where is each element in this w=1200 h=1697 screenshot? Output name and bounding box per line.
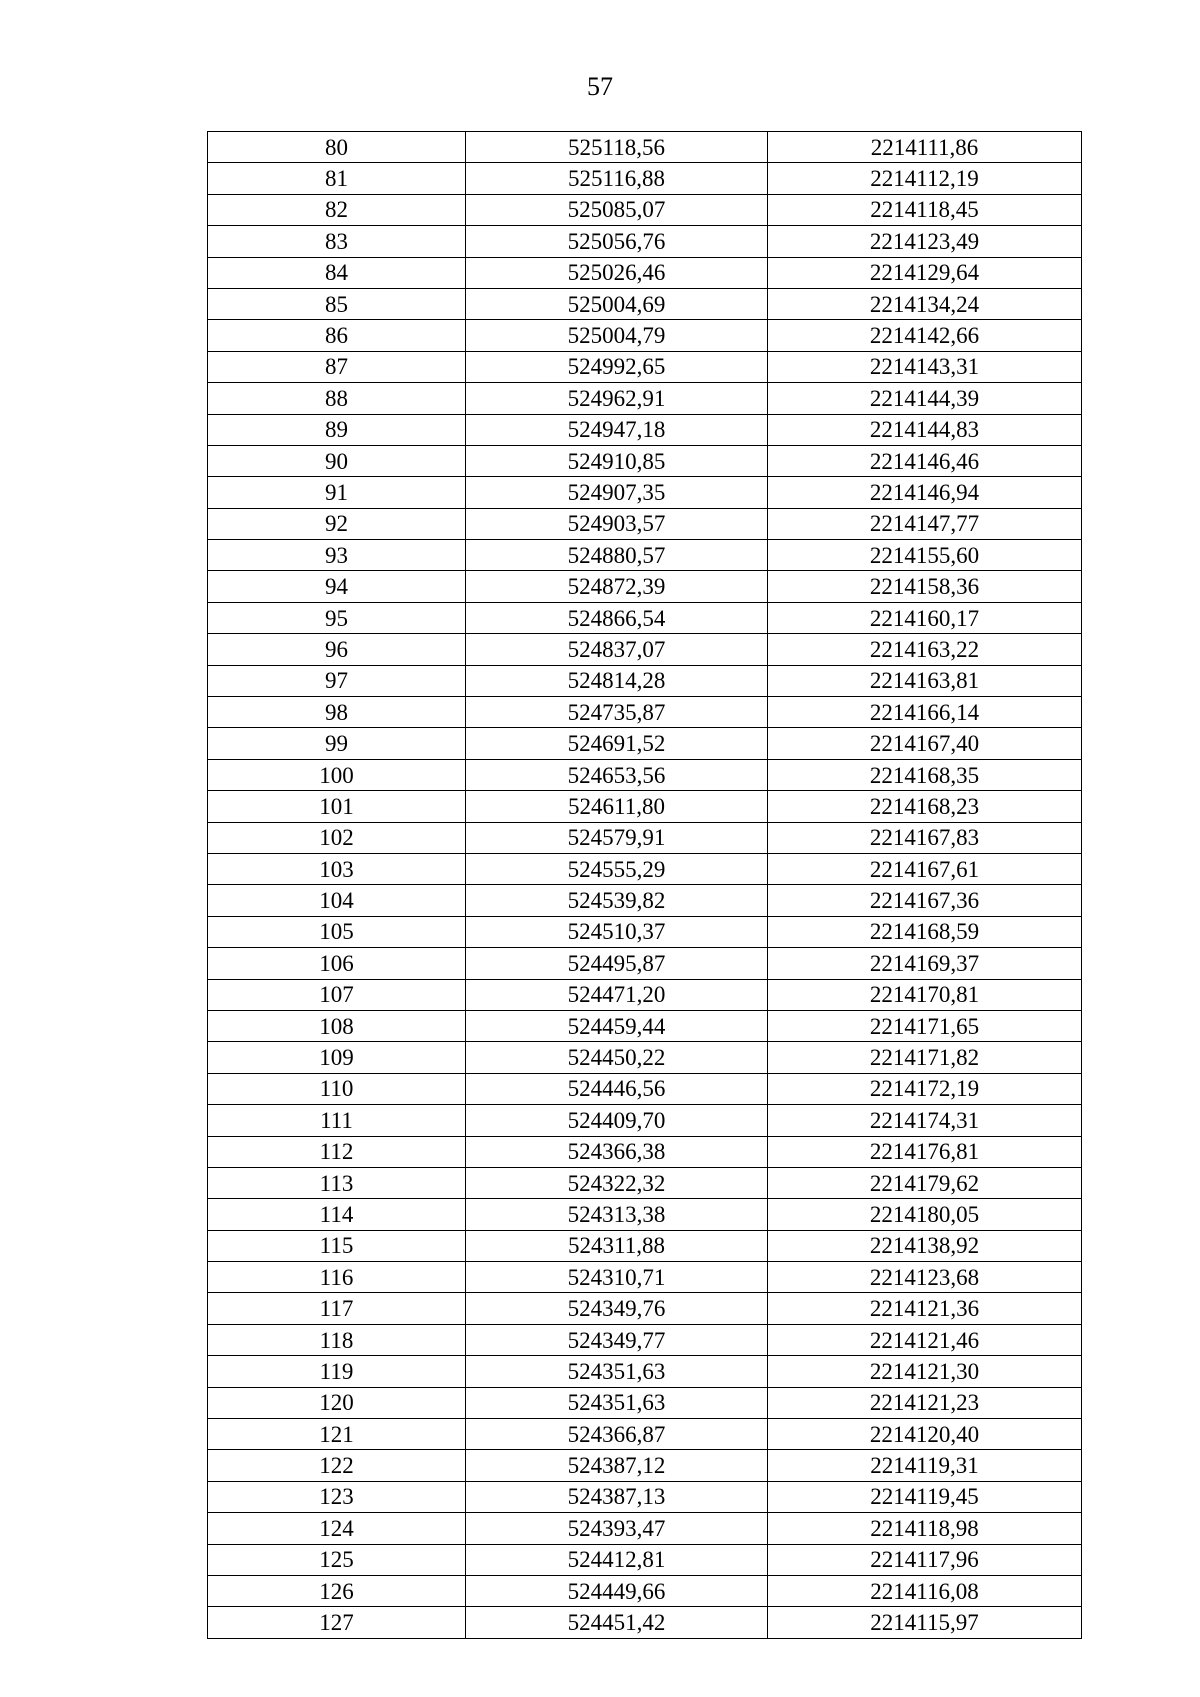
x-coordinate-cell: 524446,56	[466, 1073, 768, 1104]
y-coordinate-cell: 2214174,31	[768, 1105, 1082, 1136]
coordinates-table-body	[208, 132, 1082, 1639]
table-row	[208, 1293, 1082, 1324]
point-number-cell: 102	[208, 822, 466, 853]
x-coordinate-cell: 524451,42	[466, 1607, 768, 1638]
table-row	[208, 697, 1082, 728]
y-coordinate-cell: 2214160,17	[768, 602, 1082, 633]
table-row	[208, 163, 1082, 194]
y-coordinate-cell: 2214176,81	[768, 1136, 1082, 1167]
x-coordinate-cell: 524907,35	[466, 477, 768, 508]
table-row	[208, 1481, 1082, 1512]
y-coordinate-cell: 2214171,65	[768, 1010, 1082, 1041]
x-coordinate-cell: 524735,87	[466, 697, 768, 728]
point-number-cell: 88	[208, 383, 466, 414]
y-coordinate-cell: 2214167,40	[768, 728, 1082, 759]
x-coordinate-cell: 524412,81	[466, 1544, 768, 1575]
table-row	[208, 791, 1082, 822]
y-coordinate-cell: 2214118,98	[768, 1513, 1082, 1544]
point-number-cell: 104	[208, 885, 466, 916]
point-number-cell: 123	[208, 1481, 466, 1512]
table-row	[208, 1419, 1082, 1450]
x-coordinate-cell: 524311,88	[466, 1230, 768, 1261]
x-coordinate-cell: 524322,32	[466, 1167, 768, 1198]
table-row	[208, 383, 1082, 414]
x-coordinate-cell: 524495,87	[466, 948, 768, 979]
y-coordinate-cell: 2214119,31	[768, 1450, 1082, 1481]
point-number-cell: 80	[208, 132, 466, 163]
table-row	[208, 1042, 1082, 1073]
y-coordinate-cell: 2214170,81	[768, 979, 1082, 1010]
y-coordinate-cell: 2214123,68	[768, 1262, 1082, 1293]
x-coordinate-cell: 524351,63	[466, 1356, 768, 1387]
y-coordinate-cell: 2214144,39	[768, 383, 1082, 414]
y-coordinate-cell: 2214134,24	[768, 288, 1082, 319]
x-coordinate-cell: 524351,63	[466, 1387, 768, 1418]
x-coordinate-cell: 524691,52	[466, 728, 768, 759]
point-number-cell: 118	[208, 1324, 466, 1355]
x-coordinate-cell: 524387,12	[466, 1450, 768, 1481]
y-coordinate-cell: 2214168,35	[768, 759, 1082, 790]
table-row	[208, 602, 1082, 633]
table-row	[208, 540, 1082, 571]
x-coordinate-cell: 525004,69	[466, 288, 768, 319]
point-number-cell: 115	[208, 1230, 466, 1261]
y-coordinate-cell: 2214146,94	[768, 477, 1082, 508]
table-row	[208, 445, 1082, 476]
x-coordinate-cell: 524837,07	[466, 634, 768, 665]
y-coordinate-cell: 2214121,36	[768, 1293, 1082, 1324]
table-row	[208, 853, 1082, 884]
point-number-cell: 95	[208, 602, 466, 633]
table-row	[208, 1199, 1082, 1230]
x-coordinate-cell: 524579,91	[466, 822, 768, 853]
y-coordinate-cell: 2214163,22	[768, 634, 1082, 665]
coordinates-table	[207, 131, 1082, 1639]
point-number-cell: 116	[208, 1262, 466, 1293]
table-row	[208, 477, 1082, 508]
table-row	[208, 1230, 1082, 1261]
point-number-cell: 119	[208, 1356, 466, 1387]
x-coordinate-cell: 525118,56	[466, 132, 768, 163]
y-coordinate-cell: 2214143,31	[768, 351, 1082, 382]
point-number-cell: 110	[208, 1073, 466, 1104]
y-coordinate-cell: 2214158,36	[768, 571, 1082, 602]
x-coordinate-cell: 524992,65	[466, 351, 768, 382]
table-row	[208, 1544, 1082, 1575]
x-coordinate-cell: 524872,39	[466, 571, 768, 602]
y-coordinate-cell: 2214168,23	[768, 791, 1082, 822]
table-row	[208, 1513, 1082, 1544]
y-coordinate-cell: 2214169,37	[768, 948, 1082, 979]
x-coordinate-cell: 524555,29	[466, 853, 768, 884]
point-number-cell: 126	[208, 1575, 466, 1606]
table-row	[208, 320, 1082, 351]
y-coordinate-cell: 2214167,36	[768, 885, 1082, 916]
point-number-cell: 91	[208, 477, 466, 508]
point-number-cell: 83	[208, 226, 466, 257]
point-number-cell: 98	[208, 697, 466, 728]
table-row	[208, 1575, 1082, 1606]
point-number-cell: 107	[208, 979, 466, 1010]
point-number-cell: 84	[208, 257, 466, 288]
point-number-cell: 90	[208, 445, 466, 476]
x-coordinate-cell: 524947,18	[466, 414, 768, 445]
y-coordinate-cell: 2214167,61	[768, 853, 1082, 884]
table-row	[208, 759, 1082, 790]
point-number-cell: 124	[208, 1513, 466, 1544]
point-number-cell: 111	[208, 1105, 466, 1136]
y-coordinate-cell: 2214171,82	[768, 1042, 1082, 1073]
y-coordinate-cell: 2214121,46	[768, 1324, 1082, 1355]
x-coordinate-cell: 525085,07	[466, 194, 768, 225]
x-coordinate-cell: 524387,13	[466, 1481, 768, 1512]
table-row	[208, 634, 1082, 665]
x-coordinate-cell: 524539,82	[466, 885, 768, 916]
point-number-cell: 122	[208, 1450, 466, 1481]
y-coordinate-cell: 2214146,46	[768, 445, 1082, 476]
y-coordinate-cell: 2214166,14	[768, 697, 1082, 728]
point-number-cell: 97	[208, 665, 466, 696]
x-coordinate-cell: 524366,87	[466, 1419, 768, 1450]
point-number-cell: 113	[208, 1167, 466, 1198]
y-coordinate-cell: 2214118,45	[768, 194, 1082, 225]
table-row	[208, 257, 1082, 288]
point-number-cell: 103	[208, 853, 466, 884]
y-coordinate-cell: 2214138,92	[768, 1230, 1082, 1261]
point-number-cell: 96	[208, 634, 466, 665]
x-coordinate-cell: 524653,56	[466, 759, 768, 790]
table-row	[208, 226, 1082, 257]
point-number-cell: 105	[208, 916, 466, 947]
point-number-cell: 89	[208, 414, 466, 445]
y-coordinate-cell: 2214167,83	[768, 822, 1082, 853]
x-coordinate-cell: 524310,71	[466, 1262, 768, 1293]
table-row	[208, 1262, 1082, 1293]
x-coordinate-cell: 524349,77	[466, 1324, 768, 1355]
table-row	[208, 414, 1082, 445]
point-number-cell: 101	[208, 791, 466, 822]
table-row	[208, 1387, 1082, 1418]
point-number-cell: 125	[208, 1544, 466, 1575]
table-row	[208, 948, 1082, 979]
point-number-cell: 121	[208, 1419, 466, 1450]
table-row	[208, 1105, 1082, 1136]
x-coordinate-cell: 524510,37	[466, 916, 768, 947]
point-number-cell: 92	[208, 508, 466, 539]
y-coordinate-cell: 2214123,49	[768, 226, 1082, 257]
x-coordinate-cell: 525026,46	[466, 257, 768, 288]
x-coordinate-cell: 524866,54	[466, 602, 768, 633]
x-coordinate-cell: 525116,88	[466, 163, 768, 194]
y-coordinate-cell: 2214179,62	[768, 1167, 1082, 1198]
y-coordinate-cell: 2214168,59	[768, 916, 1082, 947]
point-number-cell: 112	[208, 1136, 466, 1167]
point-number-cell: 127	[208, 1607, 466, 1638]
table-row	[208, 288, 1082, 319]
x-coordinate-cell: 524903,57	[466, 508, 768, 539]
y-coordinate-cell: 2214111,86	[768, 132, 1082, 163]
y-coordinate-cell: 2214172,19	[768, 1073, 1082, 1104]
y-coordinate-cell: 2214121,23	[768, 1387, 1082, 1418]
point-number-cell: 81	[208, 163, 466, 194]
y-coordinate-cell: 2214120,40	[768, 1419, 1082, 1450]
table-row	[208, 508, 1082, 539]
x-coordinate-cell: 524393,47	[466, 1513, 768, 1544]
y-coordinate-cell: 2214112,19	[768, 163, 1082, 194]
x-coordinate-cell: 524366,38	[466, 1136, 768, 1167]
x-coordinate-cell: 525004,79	[466, 320, 768, 351]
point-number-cell: 86	[208, 320, 466, 351]
point-number-cell: 114	[208, 1199, 466, 1230]
point-number-cell: 85	[208, 288, 466, 319]
table-row	[208, 1136, 1082, 1167]
x-coordinate-cell: 524880,57	[466, 540, 768, 571]
point-number-cell: 106	[208, 948, 466, 979]
point-number-cell: 120	[208, 1387, 466, 1418]
y-coordinate-cell: 2214129,64	[768, 257, 1082, 288]
y-coordinate-cell: 2214144,83	[768, 414, 1082, 445]
x-coordinate-cell: 524910,85	[466, 445, 768, 476]
x-coordinate-cell: 524349,76	[466, 1293, 768, 1324]
x-coordinate-cell: 524449,66	[466, 1575, 768, 1606]
y-coordinate-cell: 2214119,45	[768, 1481, 1082, 1512]
point-number-cell: 99	[208, 728, 466, 759]
y-coordinate-cell: 2214155,60	[768, 540, 1082, 571]
point-number-cell: 109	[208, 1042, 466, 1073]
point-number-cell: 93	[208, 540, 466, 571]
point-number-cell: 117	[208, 1293, 466, 1324]
table-row	[208, 1324, 1082, 1355]
x-coordinate-cell: 524459,44	[466, 1010, 768, 1041]
y-coordinate-cell: 2214117,96	[768, 1544, 1082, 1575]
table-row	[208, 194, 1082, 225]
table-row	[208, 885, 1082, 916]
x-coordinate-cell: 524611,80	[466, 791, 768, 822]
table-row	[208, 351, 1082, 382]
y-coordinate-cell: 2214142,66	[768, 320, 1082, 351]
table-row	[208, 1607, 1082, 1638]
table-row	[208, 571, 1082, 602]
x-coordinate-cell: 524409,70	[466, 1105, 768, 1136]
x-coordinate-cell: 524962,91	[466, 383, 768, 414]
table-row	[208, 132, 1082, 163]
point-number-cell: 94	[208, 571, 466, 602]
table-row	[208, 1356, 1082, 1387]
x-coordinate-cell: 524313,38	[466, 1199, 768, 1230]
table-row	[208, 1167, 1082, 1198]
table-row	[208, 665, 1082, 696]
x-coordinate-cell: 524471,20	[466, 979, 768, 1010]
table-row	[208, 1073, 1082, 1104]
table-row	[208, 1450, 1082, 1481]
point-number-cell: 82	[208, 194, 466, 225]
table-row	[208, 1010, 1082, 1041]
y-coordinate-cell: 2214147,77	[768, 508, 1082, 539]
table-row	[208, 822, 1082, 853]
y-coordinate-cell: 2214121,30	[768, 1356, 1082, 1387]
x-coordinate-cell: 524814,28	[466, 665, 768, 696]
table-row	[208, 979, 1082, 1010]
page-number: 57	[587, 72, 613, 101]
table-row	[208, 728, 1082, 759]
y-coordinate-cell: 2214115,97	[768, 1607, 1082, 1638]
y-coordinate-cell: 2214116,08	[768, 1575, 1082, 1606]
x-coordinate-cell: 525056,76	[466, 226, 768, 257]
table-row	[208, 916, 1082, 947]
point-number-cell: 87	[208, 351, 466, 382]
point-number-cell: 108	[208, 1010, 466, 1041]
point-number-cell: 100	[208, 759, 466, 790]
x-coordinate-cell: 524450,22	[466, 1042, 768, 1073]
y-coordinate-cell: 2214180,05	[768, 1199, 1082, 1230]
y-coordinate-cell: 2214163,81	[768, 665, 1082, 696]
